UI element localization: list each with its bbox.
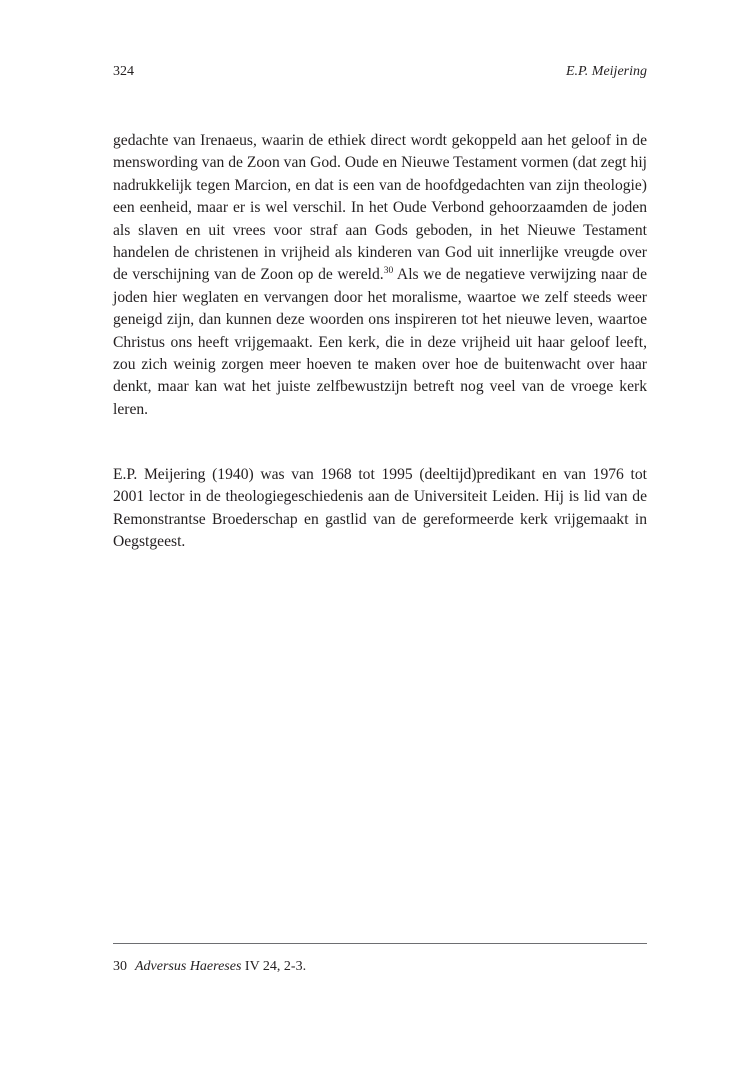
body-paragraph-1	[113, 130, 647, 421]
footnote	[113, 957, 306, 977]
footnote-title: Adversus Haereses	[135, 959, 242, 974]
running-head: E.P. Meijering	[565, 64, 647, 79]
footnote-reference-text: IV 24, 2-3.	[241, 959, 307, 974]
footnote-reference: 30	[383, 266, 394, 277]
footnote-number: 30	[113, 959, 127, 974]
footnote-divider	[113, 943, 647, 944]
paragraph-1-text-end: Als we de negatieve verwijzing naar de joden hier weglaten en vervangen door het moralisme, waartoe we zelf steeds weer geneigd zijn, dan kunnen deze woorden ons inspireren tot het nieuwe leven, waartoe Christus ons heeft vrijgemaakt. Een kerk, die in deze vrijheid uit haar geloof leeft, zou zich weinig zorgen meer hoeven te maken over hoe de buitenwacht over haar denkt, maar kan wat het juiste zelfbewustzijn betreft nog veel van de vroege kerk leren.	[113, 266, 647, 418]
paragraph-1-text-start: gedachte van Irenaeus, waarin de ethiek direct wordt gekoppeld aan het geloof in de menswording van de Zoon van God. Oude en Nieuwe Testament vormen (dat zegt hij nadrukkelijk tegen Marcion, en dat is een van de hoofdgedachten van zijn theologie) een eenheid, maar er is wel verschil. In het Oude Verbond gehoorzaamden de joden als slaven en uit vrees voor straf aan Gods geboden, in het Nieuwe Testament handelen de christenen in vrijheid als kinderen van God uit innerlijke vreugde over de verschijning van de Zoon op de wereld.	[113, 132, 647, 284]
page-number: 324	[113, 64, 134, 79]
page-header	[113, 64, 647, 84]
author-bio-paragraph: E.P. Meijering (1940) was van 1968 tot 1995 (deeltijd)predikant en van 1976 tot 2001 lector in de theologiegeschiedenis aan de Universiteit Leiden. Hij is lid van de Remonstrantse Broederschap en gastlid van de gereformeerde kerk vrijgemaakt in Oegstgeest.	[113, 466, 647, 551]
